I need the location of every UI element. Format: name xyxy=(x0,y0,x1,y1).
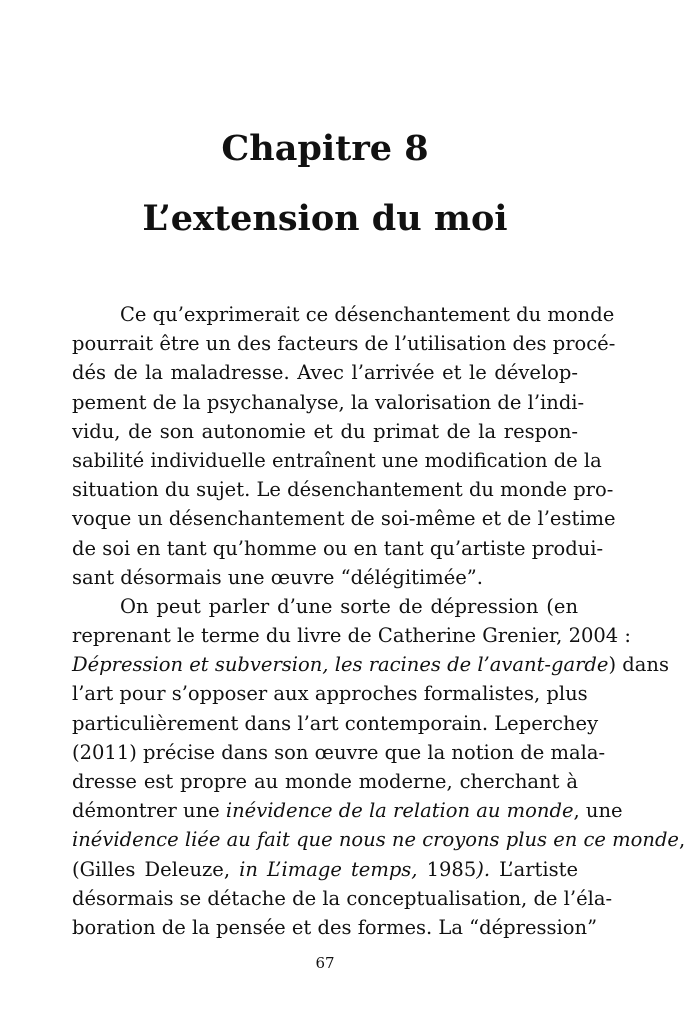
text-segment: On peut parler d’une sorte de dépression (en xyxy=(120,594,578,618)
text-segment: particulièrement dans l’art contemporain. Leperchey xyxy=(72,711,599,735)
text-line xyxy=(72,504,616,533)
text-segment: sant désormais une œuvre “délégitimée”. xyxy=(72,565,483,589)
text-line xyxy=(72,621,631,650)
text-segment: , une xyxy=(573,799,623,823)
text-segment: désormais se détache de la conceptualisation, de l’éla- xyxy=(72,886,613,910)
italic-segment: inévidence liée au fait que nous ne croyons plus en ce monde xyxy=(72,828,679,852)
text-segment: boration de la pensée et des formes. La “dépression” xyxy=(72,915,598,939)
text-segment: l’art pour s’opposer aux approches formalistes, plus xyxy=(72,682,588,706)
text-segment: ) dans xyxy=(608,653,669,677)
text-segment: 1985 xyxy=(417,857,477,881)
text-segment: L’artiste xyxy=(490,857,579,881)
text-segment: vidu, de son autonomie et du primat de la respon- xyxy=(72,419,578,443)
text-segment: sabilité individuelle entraînent une modification de la xyxy=(72,448,602,472)
chapter-title: L’extension du moi xyxy=(142,198,508,239)
text-segment: situation du sujet. Le désenchantement du monde pro- xyxy=(72,478,614,502)
text-line xyxy=(72,563,578,592)
text-segment: reprenant le terme du livre de Catherine Grenier, 2004 : xyxy=(72,624,631,648)
italic-segment: Dépression et subversion, les racines de l’avant-garde xyxy=(72,653,609,677)
text-line xyxy=(72,913,598,942)
text-line xyxy=(72,329,616,358)
text-line xyxy=(72,796,623,825)
text-line xyxy=(72,592,578,621)
italic-segment: in L’image temps, xyxy=(239,857,418,881)
text-line xyxy=(72,534,604,563)
text-line xyxy=(72,417,578,446)
text-segment: démontrer une xyxy=(72,799,226,823)
text-line xyxy=(72,709,599,738)
text-segment: , xyxy=(678,828,685,852)
text-segment: Ce qu’exprimerait ce désenchantement du monde xyxy=(120,303,615,326)
text-line xyxy=(72,855,578,884)
text-segment: dés de la maladresse. Avec l’arrivée et le dévelop- xyxy=(72,361,578,385)
text-line xyxy=(72,767,578,796)
text-segment: (2011) précise dans son œuvre que la notion de mala- xyxy=(72,740,606,764)
italic-segment: ). xyxy=(476,857,491,881)
text-segment: (Gilles Deleuze, xyxy=(72,857,240,881)
text-line xyxy=(72,446,602,475)
page-number: 67 xyxy=(315,954,335,972)
text-segment: de soi en tant qu’homme ou en tant qu’artiste produi- xyxy=(72,536,604,560)
text-line xyxy=(72,825,685,854)
text-line xyxy=(72,388,585,417)
body-text xyxy=(72,300,685,942)
text-line xyxy=(72,679,588,708)
text-line xyxy=(72,358,578,387)
text-segment: dresse est propre au monde moderne, cherchant à xyxy=(72,770,578,793)
text-segment: pement de la psychanalyse, la valorisation de l’indi- xyxy=(72,390,585,414)
text-line xyxy=(72,738,606,767)
text-segment: pourrait être un des facteurs de l’utilisation des procé- xyxy=(72,332,616,356)
text-line xyxy=(72,300,615,329)
italic-segment: inévidence de la relation au monde xyxy=(225,799,574,823)
text-line xyxy=(72,884,613,913)
text-segment: voque un désenchantement de soi-même et de l’estime xyxy=(72,507,616,531)
text-line xyxy=(72,475,614,504)
text-line xyxy=(72,650,669,679)
chapter-number: Chapitre 8 xyxy=(221,128,429,169)
